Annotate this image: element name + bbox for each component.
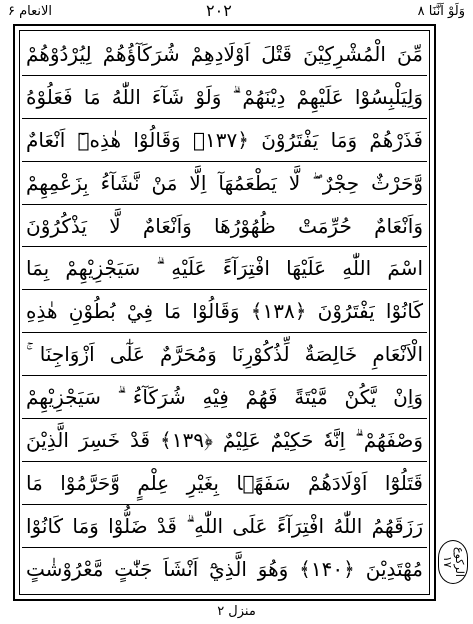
- line-text: وَلِيَلْبِسُوْا عَلَيْهِمْ دِيْنَهُمْ ۗ وَلَوْ شَآءَ اللّٰهُ مَا فَعَلُوْهُ: [26, 84, 423, 109]
- text-line-12: [22, 505, 427, 548]
- line-text: رَزَقَهُمُ اللّٰهُ افْتِرَآءً عَلَى اللّٰهِ ۗ قَدْ ضَلُّوْا وَمَا كَانُوْا: [26, 513, 423, 538]
- text-line-1: [22, 33, 427, 76]
- page-header: [0, 2, 473, 24]
- quran-text-body: [22, 33, 427, 592]
- line-text: الْاَنْعَامِ خَالِصَةٌ لِّذُكُوْرِنَا وَمُحَرَّمٌ عَلٰٓى اَزْوَاجِنَا ۚ: [26, 342, 423, 367]
- line-text: فَذَرْهُمْ وَمَا يَفْتَرُوْنَ ﴿۱۳۷﴾ وَقَالُوْا هٰذِهٖٓ اَنْعَامٌ: [26, 127, 423, 152]
- line-text: كَانُوْا يَفْتَرُوْنَ ﴿۱۳۸﴾ وَقَالُوْا مَا فِيْ بُطُوْنِ هٰذِهِ: [26, 299, 423, 324]
- juz-name: وَلَوْ اَنَّنَا ۸: [417, 4, 465, 19]
- page-number: ۲۰۲: [206, 1, 232, 20]
- text-line-5: [22, 205, 427, 248]
- text-line-13: [22, 548, 427, 591]
- line-text: اسْمَ اللّٰهِ عَلَيْهَا افْتِرَآءً عَلَيْهِ ۗ سَيَجْزِيْهِمْ بِمَا: [26, 256, 423, 281]
- text-line-11: [22, 462, 427, 505]
- manzil-footer: منزل ۲: [217, 604, 256, 619]
- text-line-4: [22, 162, 427, 205]
- text-line-8: [22, 333, 427, 376]
- surah-name: الانعام ۶: [8, 4, 53, 19]
- line-text: وَاِنْ يَّكُنْ مَّيْتَةً فَهُمْ فِيْهِ شُرَكَآءُ ۗ سَيَجْزِيْهِمْ: [26, 385, 423, 410]
- line-text: وَّحَرْثٌ حِجْرٌ ۖ لَّا يَطْعَمُهَآ اِلَّا مَنْ نَّشَآءُ بِزَعْمِهِمْ: [26, 170, 423, 195]
- text-line-10: [22, 419, 427, 462]
- line-text: مِّنَ الْمُشْرِكِيْنَ قَتْلَ اَوْلَادِهِمْ شُرَكَآؤُهُمْ لِيُرْدُوْهُمْ: [26, 42, 423, 66]
- text-line-9: [22, 376, 427, 419]
- line-text: قَتَلُوْٓا اَوْلَادَهُمْ سَفَهًۢا بِغَيْرِ عِلْمٍ وَّحَرَّمُوْا مَا: [26, 470, 423, 495]
- text-line-6: [22, 247, 427, 290]
- text-line-2: [22, 76, 427, 119]
- text-line-3: [22, 119, 427, 162]
- ruku-marker: الرکوع ۱۷: [438, 540, 468, 584]
- line-text: وَاَنْعَامٌ حُرِّمَتْ ظُهُوْرُهَا وَاَنْعَامٌ لَّا يَذْكُرُوْنَ: [26, 213, 423, 238]
- text-line-7: [22, 290, 427, 333]
- line-text: وَصْفَهُمْ ۗ اِنَّهٗ حَكِيْمٌ عَلِيْمٌ ﴿۱۳۹﴾ قَدْ خَسِرَ الَّذِيْنَ: [26, 428, 424, 453]
- line-text: مُهْتَدِيْنَ ﴿۱۴۰﴾ وَهُوَ الَّذِيْٓ اَنْشَاَ جَنّٰتٍ مَّعْرُوْشٰتٍ: [26, 556, 423, 581]
